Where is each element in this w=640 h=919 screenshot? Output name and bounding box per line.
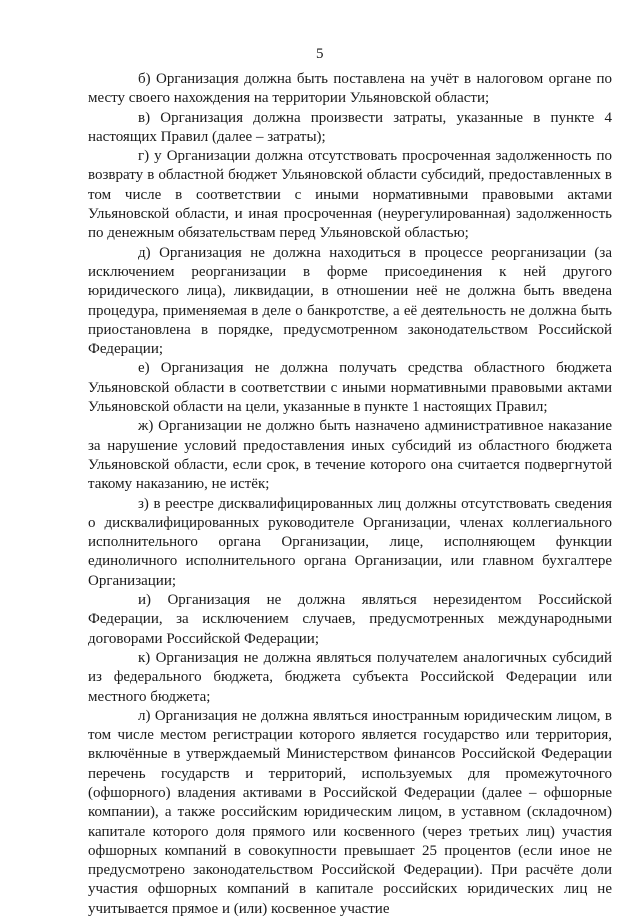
page-number: 5	[316, 46, 324, 62]
paragraph-z: з) в реестре дисквалифицированных лиц должны отсутствовать сведения о дисквалифицированных руководителе Организации, членах коллегиального исполнительного органа Организации, лице, исполняющем функции единоличного исполнительного органа Организации, или главном бухгалтере Организации;	[88, 495, 612, 589]
paragraph-l: л) Организация не должна являться иностранным юридическим лицом, в том числе местом регистрации которого является государство или территория, включённые в утверждаемый Министерством финансов Российской Федерации перечень государств и территорий, используемых для промежуточного (офшорного) владения активами в Российской Федерации (далее – офшорные компании), а также российским юридическим лицом, в уставном (складочном) капитале которого доля прямого или косвенного (через третьих лиц) участия офшорных компаний в совокупности превышает 25 процентов (если иное не предусмотрено законодательством Российской Федерации). При расчёте доли участия офшорных компаний в капитале российских юридических лиц не учитывается прямое и (или) косвенное участие	[88, 707, 612, 917]
document-body	[88, 70, 612, 919]
paragraph-b: б) Организация должна быть поставлена на учёт в налоговом органе по месту своего нахождения на территории Ульяновской области;	[88, 71, 612, 107]
paragraph-g: г) у Организации должна отсутствовать просроченная задолженность по возврату в областной бюджет Ульяновской области субсидий, предоставленных в том числе в соответствии с иными нормативными правовыми актами Ульяновской области, и иная просроченная (неурегулированная) задолженность по денежным обязательствам перед Ульяновской областью;	[88, 148, 612, 242]
paragraph-k: к) Организация не должна являться получателем аналогичных субсидий из федерального бюджета, бюджета субъекта Российской Федерации или местного бюджета;	[88, 649, 612, 705]
paragraph-d: д) Организация не должна находиться в процессе реорганизации (за исключением реорганизации в форме присоединения к ней другого юридического лица), ликвидации, в отношении неё не должна быть введена процедура, применяемая в деле о банкротстве, а её деятельность не должна быть приостановлена в порядке, предусмотренном законодательством Российской Федерации;	[88, 244, 612, 358]
paragraph-i: и) Организация не должна являться нерезидентом Российской Федерации, за исключением случаев, предусмотренных международными договорами Российской Федерации;	[88, 592, 612, 647]
paragraph-e: е) Организация не должна получать средства областного бюджета Ульяновской области в соответствии с иными нормативными правовыми актами Ульяновской области на цели, указанные в пункте 1 настоящих Правил;	[88, 360, 612, 416]
paragraph-zh: ж) Организации не должно быть назначено административное наказание за нарушение условий предоставления иных субсидий из областного бюджета Ульяновской области, если срок, в течение которого она считается подвергнутой такому наказанию, не истёк;	[88, 418, 612, 493]
paragraph-v: в) Организация должна произвести затраты, указанные в пункте 4 настоящих Правил (далее – затраты);	[88, 109, 612, 145]
